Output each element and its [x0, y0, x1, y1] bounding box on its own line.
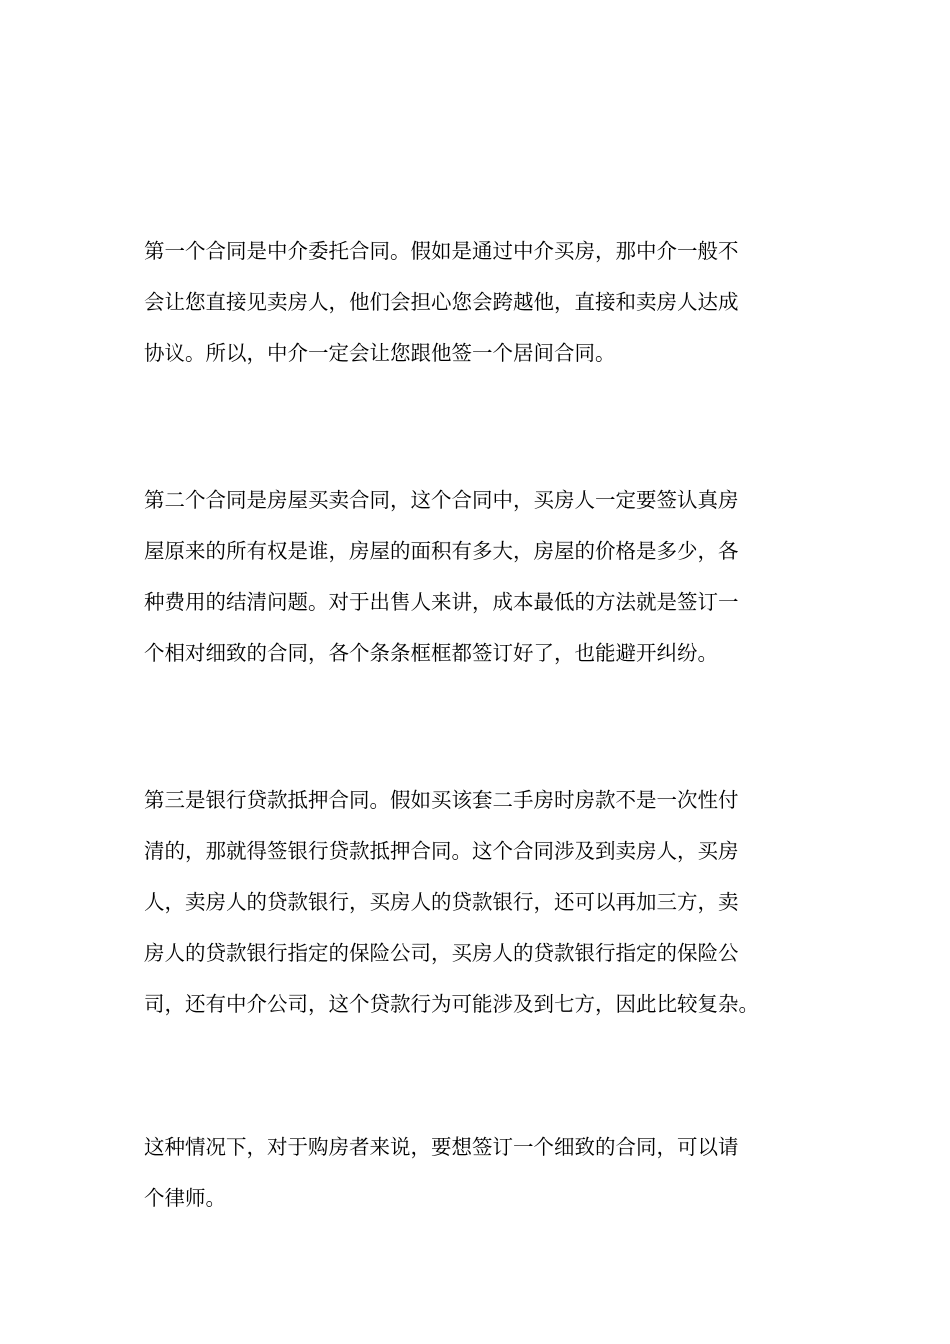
- text-line: 人，卖房人的贷款银行，买房人的贷款银行，还可以再加三方，卖: [144, 890, 739, 914]
- text-line: 会让您直接见卖房人，他们会担心您会跨越他，直接和卖房人达成: [144, 290, 739, 314]
- paragraph-lawyer-advice: [144, 1122, 808, 1224]
- text-line: 这种情况下，对于购房者来说，要想签订一个细致的合同，可以请: [144, 1135, 739, 1159]
- text-line: 第一个合同是中介委托合同。假如是通过中介买房，那中介一般不: [144, 239, 739, 263]
- text-line: 司，还有中介公司，这个贷款行为可能涉及到七方，因此比较复杂。: [144, 992, 759, 1016]
- text-line: 协议。所以，中介一定会让您跟他签一个居间合同。: [144, 341, 616, 365]
- paragraph-agency-contract: [144, 226, 808, 379]
- text-line: 清的，那就得签银行贷款抵押合同。这个合同涉及到卖房人，买房: [144, 839, 739, 863]
- paragraph-sale-contract: [144, 475, 808, 679]
- paragraph-mortgage-contract: [144, 775, 808, 1030]
- text-line: 房人的贷款银行指定的保险公司，买房人的贷款银行指定的保险公: [144, 941, 739, 965]
- text-line: 屋原来的所有权是谁，房屋的面积有多大，房屋的价格是多少，各: [144, 539, 739, 563]
- text-line: 个相对细致的合同，各个条条框框都签订好了，也能避开纠纷。: [144, 641, 718, 665]
- text-line: 种费用的结清问题。对于出售人来讲，成本最低的方法就是签订一: [144, 590, 739, 614]
- text-line: 个律师。: [144, 1186, 226, 1210]
- text-line: 第三是银行贷款抵押合同。假如买该套二手房时房款不是一次性付: [144, 788, 739, 812]
- text-line: 第二个合同是房屋买卖合同，这个合同中，买房人一定要签认真房: [144, 488, 739, 512]
